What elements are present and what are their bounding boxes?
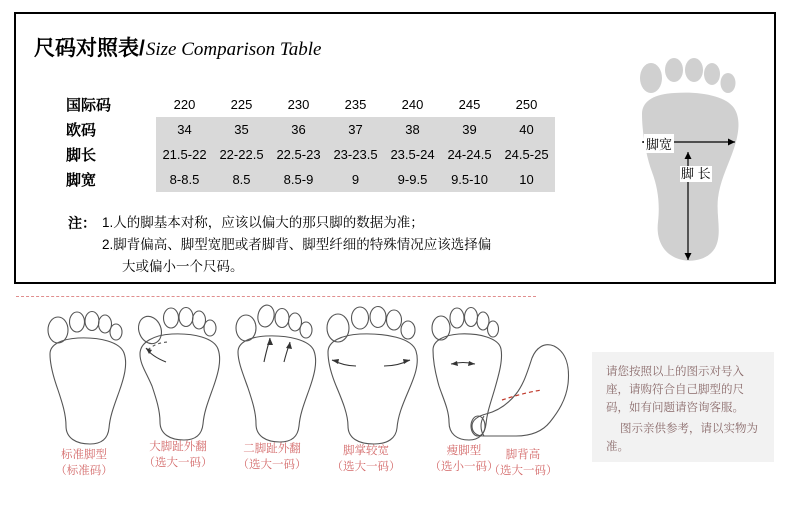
foot-shape	[126, 300, 230, 440]
table-cell: 38	[384, 117, 441, 142]
table-cell: 235	[344, 97, 367, 112]
row-label: 国际码	[66, 97, 112, 114]
foot-shape	[314, 304, 418, 444]
foot-outline-icon	[608, 56, 768, 272]
note-line-2: 2.脚背偏高、脚型宽肥或者脚背、脚型纤细的特殊情况应该选择偏	[102, 236, 492, 252]
width-label: 脚宽	[644, 134, 674, 153]
table-row	[64, 117, 555, 142]
foot-shape	[220, 302, 324, 442]
advice-note-box	[592, 352, 774, 462]
notes-body	[102, 212, 588, 278]
length-label	[680, 166, 712, 182]
table-cell: 22.5-23	[270, 142, 327, 167]
table-cell: 36	[270, 117, 327, 142]
foot-type-name: 脚背高	[505, 449, 541, 461]
length-label-line2: 长	[697, 166, 711, 181]
note-line-1: 1.人的脚基本对称，应该以偏大的那只脚的数据为准；	[102, 215, 424, 230]
foot-type-secondtoe-valgus	[220, 302, 324, 473]
notes-label: 注：	[68, 215, 96, 231]
foot-type-name: 瘦脚型	[446, 445, 482, 457]
table-cell: 9	[327, 167, 384, 192]
notes-block	[68, 212, 588, 278]
row-label: 脚长	[64, 142, 156, 167]
foot-types-row	[20, 300, 580, 490]
table-row	[64, 92, 555, 117]
table-cell: 22-22.5	[213, 142, 270, 167]
foot-type-sub: （选大一码）	[488, 464, 558, 477]
table-cell: 40	[498, 117, 555, 142]
table-cell: 8.5-9	[270, 167, 327, 192]
table-cell: 37	[327, 117, 384, 142]
bigtoe-valgus-foot-icon	[126, 300, 230, 448]
foot-type-sub: （选小一码）	[429, 460, 499, 473]
table-cell: 24.5-25	[498, 142, 555, 167]
row-label: 脚宽	[64, 167, 156, 192]
table-cell: 35	[213, 117, 270, 142]
foot-type-caption	[314, 444, 418, 475]
table-cell: 245	[458, 97, 481, 112]
table-cell: 8.5	[213, 167, 270, 192]
size-table-panel	[14, 12, 776, 284]
foot-type-sub: （选大一码）	[237, 458, 307, 471]
foot-type-sub: （选大一码）	[331, 460, 401, 473]
foot-type-caption	[32, 448, 136, 479]
foot-type-caption	[458, 448, 588, 479]
length-label-line1: 脚	[681, 166, 695, 181]
table-cell: 9-9.5	[384, 167, 441, 192]
foot-type-bigtoe-valgus	[126, 300, 230, 471]
foot-type-sub: （标准码）	[55, 464, 113, 477]
table-cell: 34	[156, 117, 213, 142]
panel-title	[34, 32, 321, 62]
secondtoe-valgus-foot-icon	[220, 302, 324, 448]
wide-foot-icon	[314, 304, 424, 448]
foot-measure-diagram	[608, 56, 768, 272]
table-cell: 23-23.5	[327, 142, 384, 167]
table-cell: 39	[441, 117, 498, 142]
table-cell: 10	[498, 167, 555, 192]
table-row	[64, 142, 555, 167]
table-cell: 240	[401, 97, 424, 112]
table-cell: 23.5-24	[384, 142, 441, 167]
table-cell: 8-8.5	[156, 167, 213, 192]
foot-type-high-instep	[458, 340, 588, 479]
title-english: Size Comparison Table	[145, 39, 322, 60]
foot-type-name: 大脚趾外翻	[149, 441, 207, 453]
foot-shape	[32, 308, 136, 448]
advice-line-2: 图示亲供参考，请以实物为准。	[606, 423, 758, 454]
table-cell: 225	[230, 97, 253, 112]
table-cell: 220	[173, 97, 196, 112]
note-line-3: 大或偏小一个尺码。	[122, 258, 244, 274]
advice-note-text	[606, 364, 760, 457]
foot-type-name: 标准脚型	[61, 449, 107, 461]
table-row	[64, 167, 555, 192]
foot-type-name: 二脚趾外翻	[243, 443, 301, 455]
section-divider	[16, 296, 536, 297]
foot-shape	[458, 340, 588, 448]
row-label: 欧码	[64, 117, 156, 142]
foot-type-sub: （选大一码）	[143, 456, 213, 469]
table-cell: 21.5-22	[156, 142, 213, 167]
foot-type-wide	[314, 304, 418, 475]
high-instep-foot-icon	[458, 340, 588, 448]
foot-type-name: 脚掌较宽	[343, 445, 389, 457]
foot-type-standard	[32, 308, 136, 479]
title-chinese: 尺码对照表/	[34, 37, 145, 60]
table-cell: 9.5-10	[441, 167, 498, 192]
advice-line-1: 请您按照以上的图示对号入座，请购符合自己脚型的尺码，如有问题请咨询客服。	[606, 366, 744, 414]
table-cell: 250	[515, 97, 538, 112]
standard-foot-icon	[32, 308, 136, 448]
table-cell: 24-24.5	[441, 142, 498, 167]
table-cell: 230	[287, 97, 310, 112]
size-comparison-table	[64, 92, 555, 192]
